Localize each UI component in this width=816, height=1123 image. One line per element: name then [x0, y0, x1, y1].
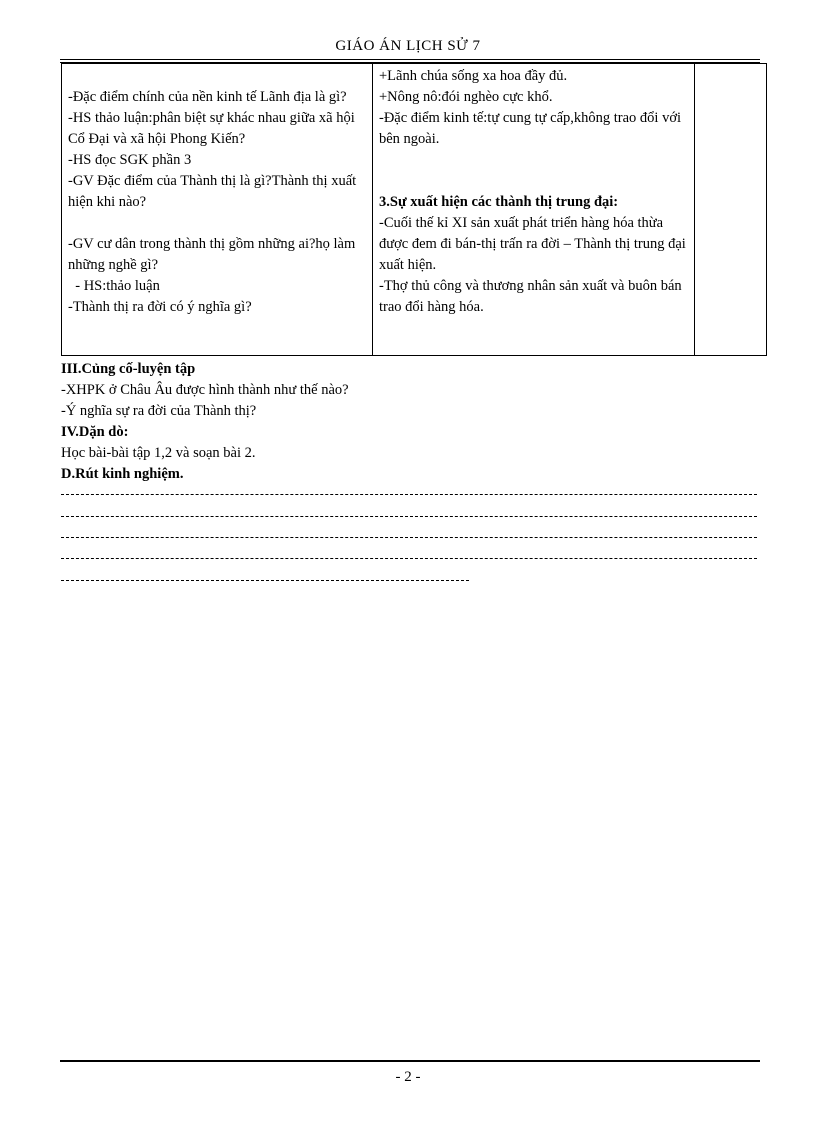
footer-rule	[60, 1060, 760, 1062]
content-line: -Cuối thế kỉ XI sản xuất phát triển hàng hóa thừa được đem đi bán-thị trấn ra đời – Thành thị trung đại xuất hiện.	[379, 215, 686, 273]
notes-dash-line	[61, 580, 469, 581]
section-heading-review: III.Củng cố-luyện tập	[61, 361, 196, 377]
lesson-table	[61, 63, 767, 356]
activity-line: -Thành thị ra đời có ý nghĩa gì?	[68, 299, 252, 315]
activity-line: -HS đọc SGK phần 3	[68, 152, 192, 168]
content-line: +Nông nô:đói nghèo cực khổ.	[379, 89, 553, 105]
review-line: -Ý nghĩa sự ra đời của Thành thị?	[61, 403, 257, 419]
activity-line: -GV cư dân trong thành thị gồm những ai?họ làm những nghề gì?	[68, 236, 356, 273]
table-row	[62, 64, 767, 356]
content-line: -Thợ thủ công và thương nhân sản xuất và buôn bán trao đổi hàng hóa.	[379, 278, 682, 315]
section-heading-experience: D.Rút kinh nghiệm.	[61, 466, 184, 482]
activity-line: -Đặc điểm chính của nền kinh tế Lãnh địa là gì?	[68, 89, 347, 105]
notes-column	[695, 64, 767, 356]
homework-line: Học bài-bài tập 1,2 và soạn bài 2.	[61, 445, 256, 461]
activity-line: -GV Đặc điểm của Thành thị là gì?Thành thị xuất hiện khi nào?	[68, 173, 357, 210]
activity-spacer	[68, 213, 366, 234]
notes-dash-line	[61, 537, 757, 538]
activity-line: -HS thảo luận:phân biệt sự khác nhau giữa xã hội Cổ Đại và xã hội Phong Kiến?	[68, 110, 355, 147]
header-rule	[60, 59, 760, 60]
notes-dash-line	[61, 558, 757, 559]
content-line: +Lãnh chúa sống xa hoa đầy đủ.	[379, 68, 568, 84]
page-header-title: GIÁO ÁN LỊCH SỬ 7	[335, 38, 481, 54]
content-column	[373, 64, 695, 356]
notes-dash-line	[61, 494, 757, 495]
page-number: - 2 -	[395, 1069, 421, 1085]
lesson-sections	[61, 359, 761, 485]
activity-column	[62, 64, 373, 356]
content-line: -Đặc điểm kinh tế:tự cung tự cấp,không trao đổi với bên ngoài.	[379, 110, 682, 147]
notes-dash-line	[61, 516, 757, 517]
content-heading: 3.Sự xuất hiện các thành thị trung đại:	[379, 194, 619, 210]
activity-line: - HS:thảo luận	[68, 278, 160, 294]
section-heading-homework: IV.Dặn dò:	[61, 424, 129, 440]
review-line: -XHPK ở Châu Âu được hình thành như thế nào?	[61, 382, 349, 398]
